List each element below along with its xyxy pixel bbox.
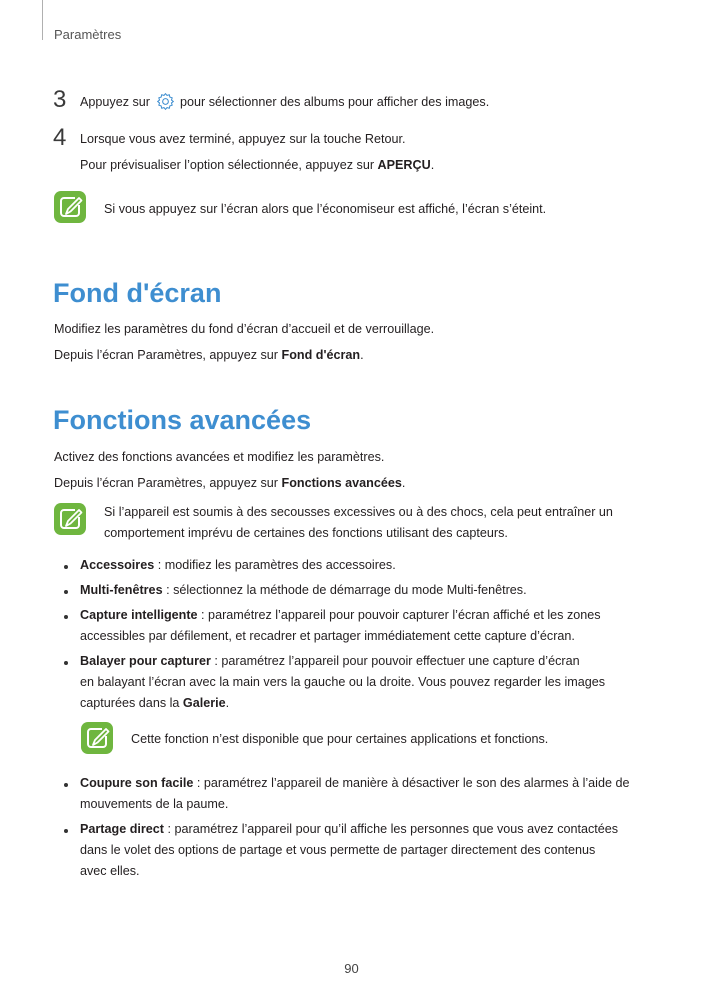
header-divider [42,0,43,40]
bullet-line [80,773,680,794]
text-run: capturées dans la [80,696,183,710]
text-run: Depuis l’écran Paramètres, appuyez sur [54,348,282,362]
bold-term: Fond d'écran [281,348,361,362]
text-run: Pour prévisualiser l’option sélectionnée, appuyez sur [80,158,378,172]
bullet-text [80,819,680,882]
text-run: : paramétrez l’appareil pour qu’il affiche les personnes que vous avez contactées [164,822,619,836]
text-run: : paramétrez l’appareil de manière à désactiver le son des alarmes à l’aide de [193,776,630,790]
bullet-line: accessibles par défilement, et recadrer et partager immédiatement cette capture d’écran. [80,629,575,643]
step-text-line: Lorsque vous avez terminé, appuyez sur la touche Retour. [80,132,406,146]
body-text: Activez des fonctions avancées et modifiez les paramètres. [54,450,385,464]
note-line: Si l’appareil est soumis à des secousses excessives ou à des chocs, cela peut entraîner un [104,505,613,519]
bullet-line: avec elles. [80,864,140,878]
bullet [64,661,68,665]
bullet-line [80,819,680,840]
note-line: comportement imprévu de certaines des fonctions utilisant des capteurs. [104,526,508,540]
step-text-line [80,157,434,173]
bullet [64,829,68,833]
header-title: Paramètres [54,27,122,42]
step-number: 4 [53,124,67,151]
bold-term: Balayer pour capturer [80,654,211,668]
text-run: . [360,348,364,362]
step-number: 3 [53,86,67,113]
bullet-text [80,651,680,714]
text-run: : modifiez les paramètres des accessoires. [154,558,396,572]
text-run: . [401,476,406,490]
bullet-line [80,651,680,672]
note-icon [54,191,86,223]
note-text: Si vous appuyez sur l’écran alors que l’économiseur est affiché, l’écran s’éteint. [104,202,547,216]
bold-term: Galerie [182,696,226,710]
bold-term: Capture intelligente [80,608,198,622]
bullet-line: dans le volet des options de partage et vous permette de partager directement des contenus [80,843,596,857]
body-text [54,347,364,363]
bullet-line: en balayant l’écran avec la main vers la gauche ou la droite. Vous pouvez regarder les images [80,675,606,689]
step-text-after: pour sélectionner des albums pour afficher des images. [180,95,490,109]
bold-term: Accessoires [80,558,155,572]
text-run: Depuis l’écran Paramètres, appuyez sur [54,476,282,490]
bold-term: Coupure son facile [80,776,194,790]
bullet-text [80,582,527,598]
step-text [80,92,489,111]
bold-term: APERÇU [377,158,431,172]
settings-gear-icon [156,92,175,111]
body-text: Modifiez les paramètres du fond d’écran d’accueil et de verrouillage. [54,322,435,336]
note-text: Cette fonction n’est disponible que pour certaines applications et fonctions. [131,732,549,746]
text-run: : paramétrez l’appareil pour pouvoir effectuer une capture d’écran [210,654,580,668]
bullet [64,783,68,787]
text-run: . [225,696,230,710]
bullet [64,565,68,569]
step-text-before: Appuyez sur [80,95,151,109]
bullet [64,615,68,619]
bold-term: Fonctions avancées [281,476,402,490]
text-run: . [430,158,435,172]
note-icon [54,503,86,535]
bullet-line: mouvements de la paume. [80,797,229,811]
text-run: : sélectionnez la méthode de démarrage du mode Multi-fenêtres. [162,583,527,597]
bold-term: Partage direct [80,822,164,836]
bullet-line [80,693,680,714]
section-title: Fonctions avancées [53,405,312,435]
body-text [54,475,405,491]
page-number: 90 [344,961,359,976]
note-icon [81,722,113,754]
bullet [64,590,68,594]
bold-term: Multi-fenêtres [80,583,163,597]
note-text [104,502,664,544]
bullet-line [80,605,680,626]
bullet-text [80,557,396,573]
section-title: Fond d'écran [53,278,222,308]
bullet-text [80,605,680,647]
bullet-text [80,773,680,815]
text-run: : paramétrez l’appareil pour pouvoir capturer l’écran affiché et les zones [197,608,601,622]
